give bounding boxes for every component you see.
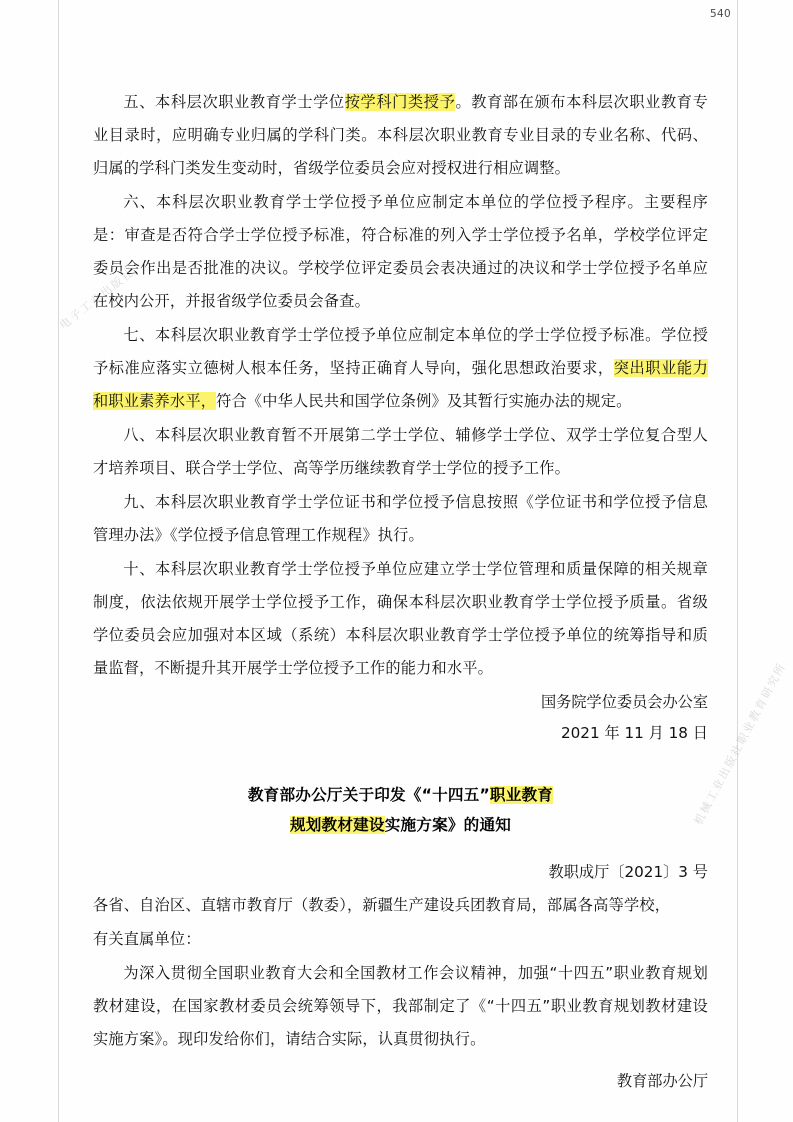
- run-text: 。教育部在颁布本科层次职业教育专业目录时，应明确专业归属的学科门类。本科层次职业教育专业目录的专业名称、代码、归属的学科门类发生变动时，省级学位委员会应对授权进行相应调整。: [93, 93, 708, 177]
- document-content: [93, 86, 708, 1098]
- notice-title-line-2: [93, 810, 708, 840]
- paragraph-item-6: [93, 186, 708, 318]
- paragraph-item-7: [93, 319, 708, 418]
- notice-recipients-line-1: 各省、自治区、直辖市教育厅（教委），新疆生产建设兵团教育局，部属各高等学校，: [93, 896, 671, 914]
- notice-document-number: 教职成厅〔2021〕3 号: [548, 863, 708, 881]
- notice-recipients-line-2: 有关直属单位：: [93, 930, 201, 948]
- notice-title-highlight-2: 规划教材建设: [289, 816, 385, 834]
- notice-title-part-b: 实施方案》的通知: [384, 816, 512, 834]
- notice-title-part-a: 教育部办公厅关于印发《“十四五”: [247, 786, 490, 804]
- notice-signature-organization: 教育部办公厅: [616, 1072, 708, 1090]
- run-highlight: 按学科门类授予: [344, 93, 456, 111]
- watermark-right: 机械工业出版社职业教育研究所: [691, 660, 789, 828]
- paragraph-item-5: [93, 86, 708, 185]
- run-text: 九、本科层次职业教育学士学位证书和学位授予信息按照《学位证书和学位授予信息管理办法》《学位授予信息管理工作规程》执行。: [93, 493, 708, 544]
- run-text: 六、本科层次职业教育学士学位授予单位应制定本单位的学位授予程序。主要程序是：审查是否符合学士学位授予标准，符合标准的列入学士学位授予名单，学校学位评定委员会作出是否批准的决议。学校学位评定委员会表决通过的决议和学士学位授予名单应在校内公开，并报省级学位委员会备查。: [93, 193, 708, 310]
- signature-date: 2021 年 11 月 18 日: [560, 724, 708, 742]
- spacer: [93, 750, 708, 780]
- spacer: [93, 840, 708, 856]
- run-text: 十、本科层次职业教育学士学位授予单位应建立学士学位管理和质量保障的相关规章制度，依法依规开展学士学位授予工作，确保本科层次职业教育学士学位授予质量。省级学位委员会应加强对本区域（系统）本科层次职业教育学士学位授予单位的统筹指导和质量监督，不断提升其开展学士学位授予工作的能力和水平。: [93, 560, 708, 677]
- notice-body-paragraph: 为深入贯彻全国职业教育大会和全国教材工作会议精神，加强“十四五”职业教育规划教材建设，在国家教材委员会统筹领导下，我部制定了《“十四五”职业教育规划教材建设实施方案》。现印发给你们，请结合实际，认真贯彻执行。: [93, 964, 708, 1048]
- run-text: 七、本科层次职业教育学士学位授予单位应制定本单位的学士学位授予标准。学位授予标准应落实立德树人根本任务，坚持正确育人导向，强化思想政治要求，: [93, 326, 708, 377]
- spacer: [93, 1057, 708, 1065]
- run-highlight: 突出职业能力和职业素养水平，: [93, 359, 709, 410]
- paragraph-item-9: [93, 486, 708, 552]
- notice-title-highlight-1: 职业教育: [489, 786, 554, 804]
- run-text: 八、本科层次职业教育暂不开展第二学士学位、辅修学士学位、双学士学位复合型人才培养项目、联合学士学位、高等学历继续教育学士学位的授予工作。: [93, 426, 708, 477]
- notice-title: [93, 780, 708, 840]
- signature-organization: 国务院学位委员会办公室: [540, 693, 708, 711]
- paragraph-item-10: [93, 553, 708, 685]
- page-number: 540: [710, 8, 731, 20]
- run-text: 符合《中华人民共和国学位条例》及其暂行实施办法的规定。: [216, 392, 632, 410]
- run-text: 五、本科层次职业教育学士学位: [123, 93, 345, 111]
- paragraph-item-8: [93, 419, 708, 485]
- watermark-left: 电子工业出版社: [57, 265, 137, 332]
